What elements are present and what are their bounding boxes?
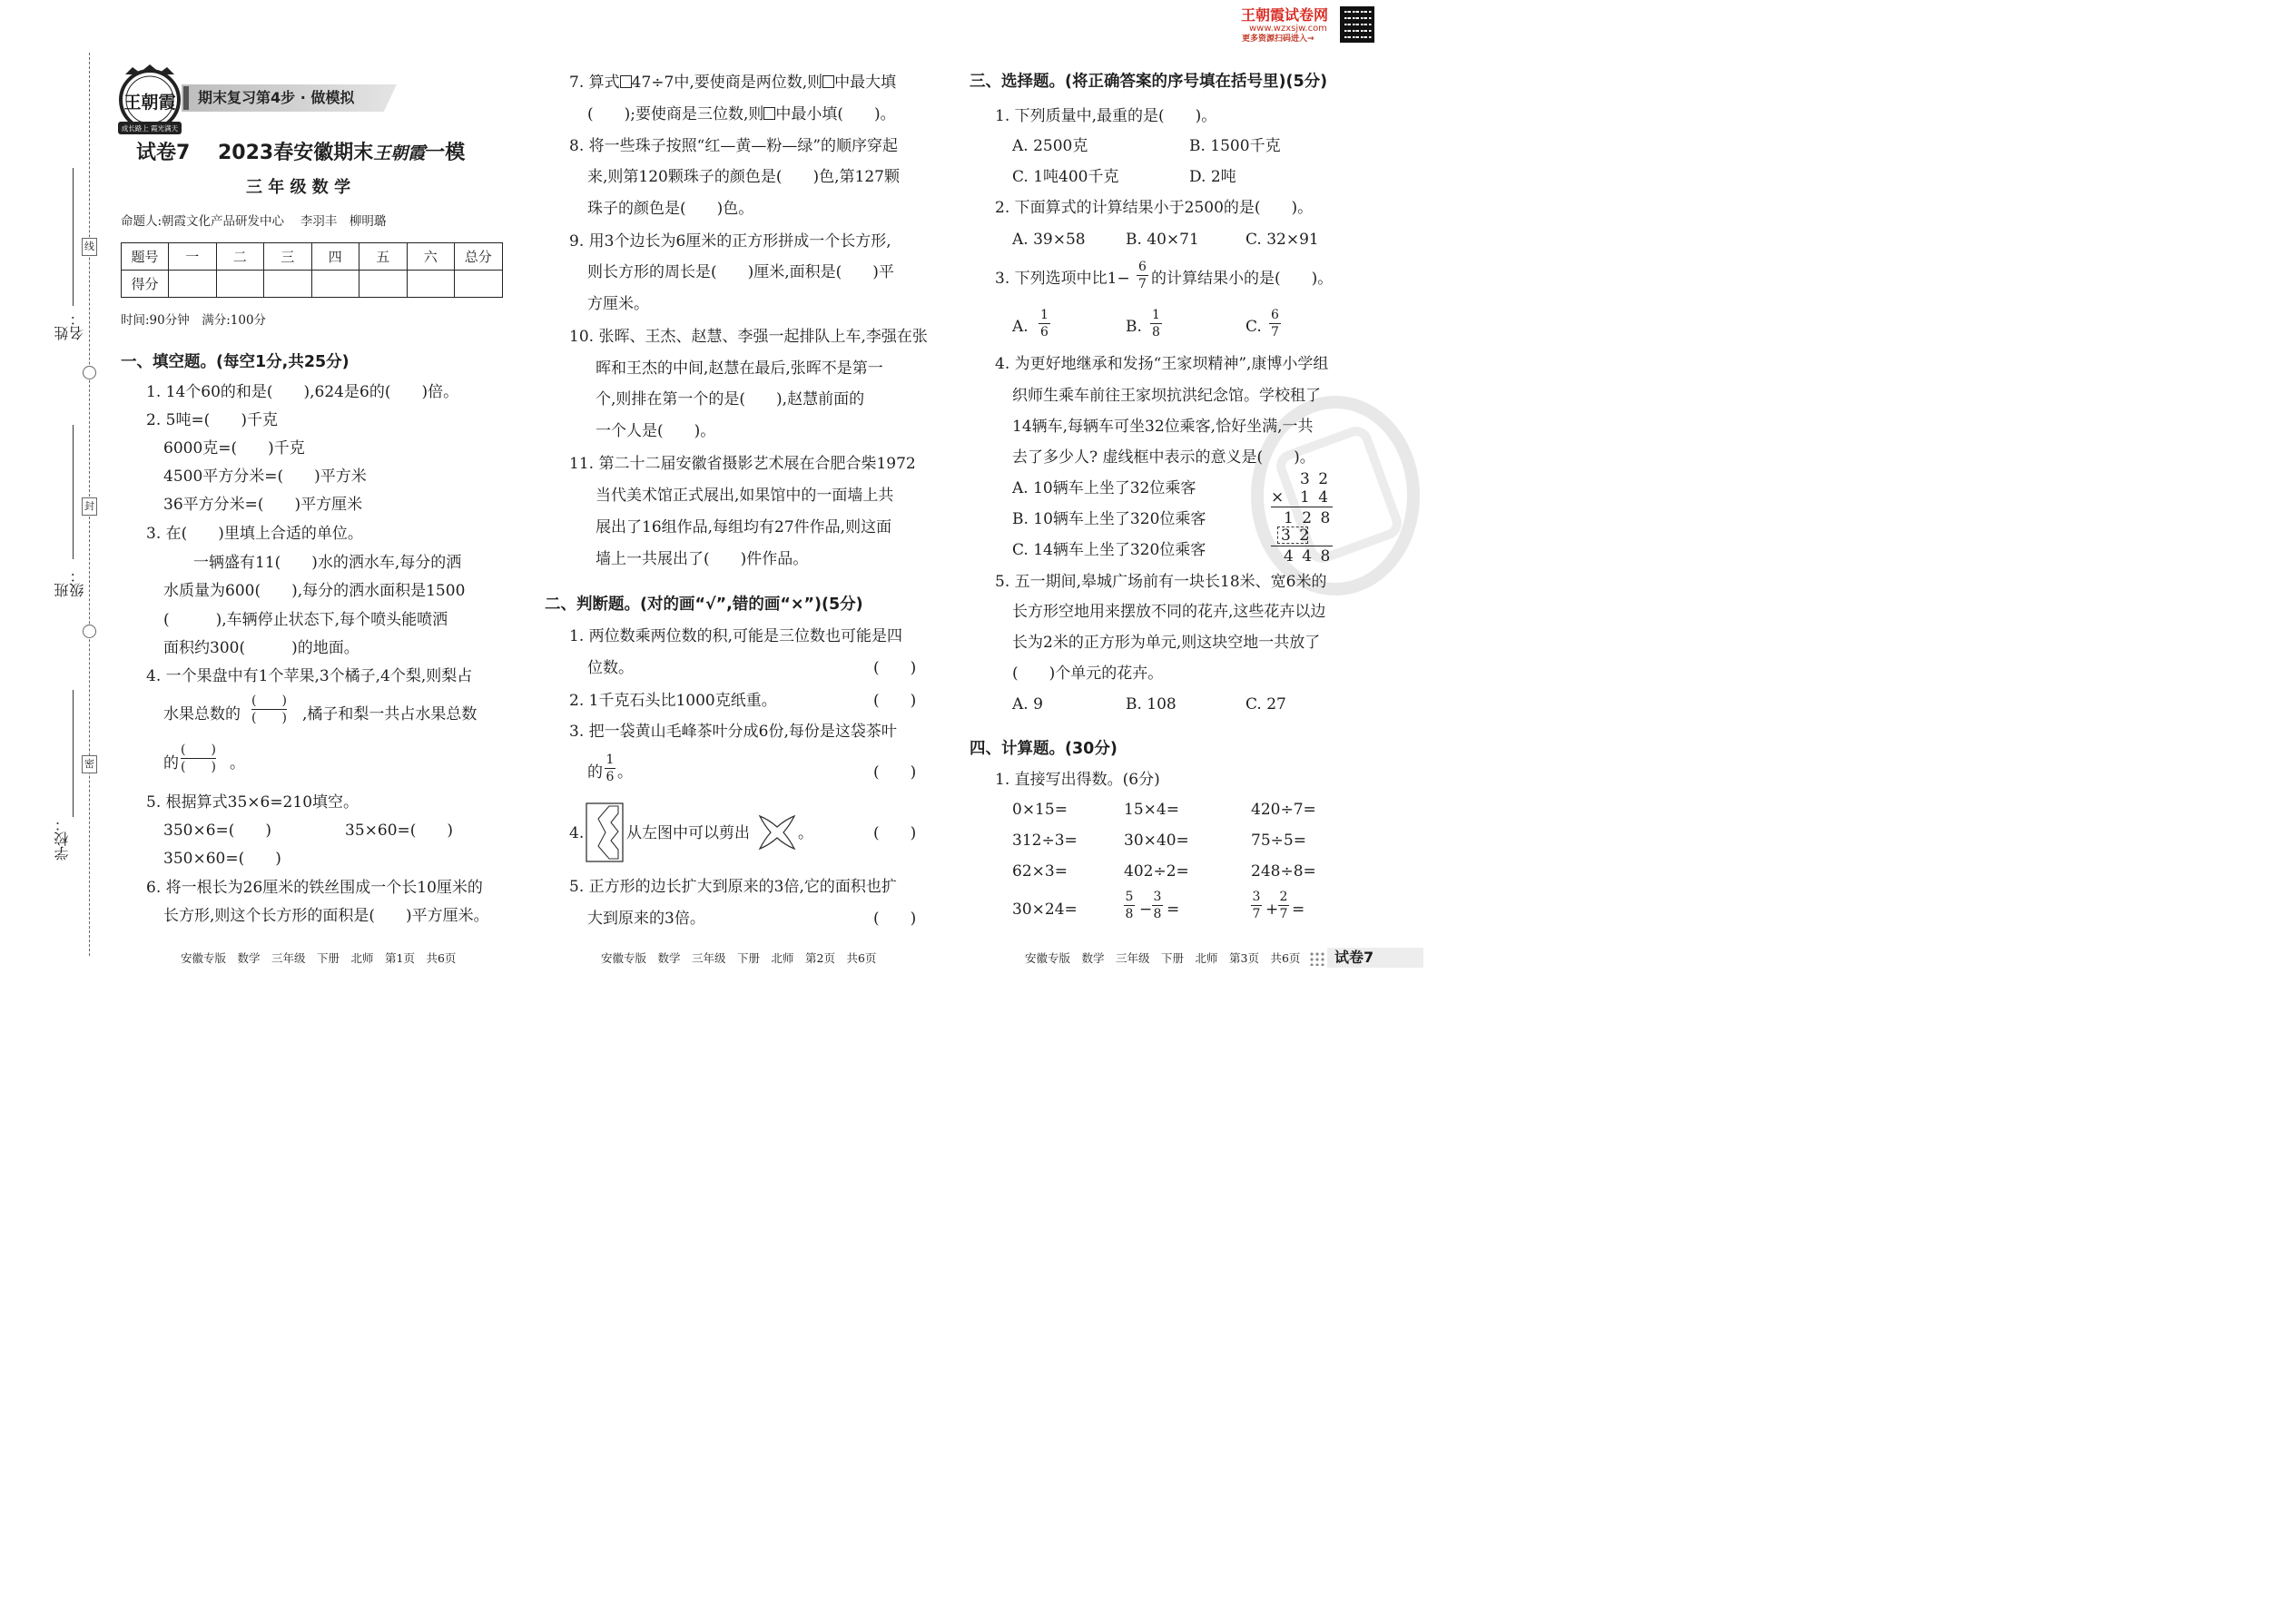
calc-item[interactable]: 62×3=	[1012, 862, 1068, 881]
score-table	[121, 242, 503, 298]
blank-square-icon	[822, 75, 834, 88]
calc-item[interactable]: 30×40=	[1124, 832, 1189, 850]
c5-option-a[interactable]: A. 9	[1012, 695, 1043, 714]
q2-d: 36平方分米=( )平方厘米	[163, 496, 363, 514]
q10-d: 一个人是( )。	[596, 422, 716, 440]
q9-c: 方厘米。	[587, 295, 649, 313]
q3-d: ( ),车辆停止状态下,每个喷头能喷洒	[163, 611, 448, 629]
calc-fraction-add[interactable]: 3 7 + 2 7 =	[1252, 890, 1305, 921]
score-table-score-row: 得分	[122, 271, 503, 298]
student-name-field[interactable]	[53, 168, 86, 340]
j1-paren[interactable]: ( )	[873, 659, 917, 677]
q5-d: 350×60=( )	[163, 850, 281, 868]
q6-a: 6. 将一根长为26厘米的铁丝围成一个长10厘米的	[146, 879, 483, 897]
paper-title: 2023春安徽期末王朝霞一模	[218, 142, 466, 164]
c4-b: 织师生乘车前往王家坝抗洪纪念馆。学校租了	[1012, 387, 1321, 405]
seal-label-seal: 封	[82, 497, 97, 516]
footer-dots	[1309, 951, 1325, 966]
blank-square-icon	[763, 107, 775, 120]
score-cell[interactable]	[311, 271, 359, 298]
score-cell[interactable]	[455, 271, 503, 298]
section4-title: 四、计算题。(30分)	[970, 740, 1117, 758]
c4-option-b[interactable]: B. 10辆车上坐了320位乘客	[1012, 510, 1206, 528]
calc-item[interactable]: 30×24=	[1012, 901, 1078, 919]
j4-text: 从左图中可以剪出	[626, 824, 750, 842]
calc-item[interactable]: 0×15=	[1012, 801, 1068, 819]
c3-post: 的计算结果小的是( )。	[1151, 270, 1334, 288]
seal-label-line: 线	[82, 238, 97, 256]
c4-option-a[interactable]: A. 10辆车上坐了32位乘客	[1012, 479, 1196, 497]
q4-fraction-blank-1[interactable]: ( ) ( )	[251, 694, 287, 725]
step-banner-accent	[183, 86, 189, 110]
q2-b: 6000克=( )千克	[163, 439, 305, 458]
q8-a: 8. 将一些珠子按照“红—黄—粉—绿”的顺序穿起	[569, 137, 899, 155]
c2-option-c[interactable]: C. 32×91	[1245, 231, 1319, 249]
k1: 1. 直接写出得数。(6分)	[995, 771, 1160, 789]
website-name: 王朝霞试卷网	[1241, 6, 1329, 24]
binding-hole-1	[83, 366, 96, 379]
section1-title: 一、填空题。(每空1分,共25分)	[121, 353, 350, 371]
c3-pre: 3. 下列选项中比1−	[995, 270, 1130, 288]
c4-d: 去了多少人? 虚线框中表示的意义是( )。	[1012, 448, 1315, 467]
q6-b: 长方形,则这个长方形的面积是( )平方厘米。	[163, 907, 489, 925]
q11-c: 展出了16组作品,每组均有27件作品,则这面	[596, 518, 892, 536]
c2-option-b[interactable]: B. 40×71	[1126, 231, 1199, 249]
q4-b-post: ,橘子和梨一共占水果总数	[302, 705, 478, 723]
c3-a-fraction: 1 6	[1039, 309, 1050, 339]
blank-square-icon	[620, 75, 632, 88]
website-tip: 更多资源扫码进入→	[1242, 34, 1314, 44]
school-label: 学校：	[54, 817, 71, 861]
score-cell[interactable]	[264, 271, 312, 298]
j3-fraction-one-sixth: 1 6	[605, 753, 615, 784]
q3-e: 面积约300( )的地面。	[163, 639, 359, 657]
paper-number: 试卷7	[136, 142, 191, 164]
q8-c: 珠子的颜色是( )色。	[587, 200, 754, 218]
footer-page-3: 安徽专版 数学 三年级 下册 北师 第3页 共6页	[1025, 951, 1301, 965]
q4-b-pre: 水果总数的	[163, 705, 241, 723]
class-label: 班级：	[54, 568, 86, 597]
q10-b: 晖和王杰的中间,赵慧在最后,张晖不是第一	[596, 359, 883, 378]
j3-b-post: 。	[617, 763, 633, 782]
c3-option-a[interactable]: A.	[1012, 318, 1029, 336]
step-banner-text: 期末复习第4步 · 做模拟	[198, 89, 355, 106]
c5-c: 长为2米的正方形为单元,则这块空地一共放了	[1012, 634, 1321, 652]
calc-item[interactable]: 402÷2=	[1124, 862, 1189, 881]
q5-a: 5. 根据算式35×6=210填空。	[146, 793, 359, 812]
c5-d: ( )个单元的花卉。	[1012, 664, 1164, 683]
c5-option-b[interactable]: B. 108	[1126, 695, 1177, 714]
q2-a: 2. 5吨=( )千克	[146, 411, 278, 429]
calc-item[interactable]: 420÷7=	[1251, 801, 1316, 819]
q4-a: 4. 一个果盘中有1个苹果,3个橘子,4个梨,则梨占	[146, 667, 473, 685]
j2: 2. 1千克石头比1000克纸重。	[569, 692, 777, 710]
q9-b: 则长方形的周长是( )厘米,面积是( )平	[587, 263, 894, 281]
qr-code-icon[interactable]	[1340, 6, 1374, 43]
q4-fraction-blank-2[interactable]: ( ) ( )	[181, 743, 216, 774]
q11-a: 11. 第二十二届安徽省摄影艺术展在合肥合柴1972	[569, 455, 916, 473]
calc-fraction-subtract[interactable]: 5 8 − 3 8 =	[1125, 890, 1180, 921]
calc-item[interactable]: 75÷5=	[1251, 832, 1306, 850]
c1-option-d[interactable]: D. 2吨	[1189, 168, 1236, 186]
section2-title: 二、判断题。(对的画“√”,错的画“×”)(5分)	[545, 595, 863, 614]
c2: 2. 下面算式的计算结果小于2500的是( )。	[995, 199, 1314, 217]
seal-label-tight: 密	[82, 755, 97, 773]
footer-page-1: 安徽专版 数学 三年级 下册 北师 第1页 共6页	[181, 951, 457, 965]
c3-option-b[interactable]: B.	[1126, 318, 1142, 336]
c4-a: 4. 为更好地继承和发扬“王家坝精神”,康博小学组	[995, 355, 1329, 373]
q3-c: 水质量为600( ),每分的洒水面积是1500	[163, 582, 466, 600]
score-cell[interactable]	[407, 271, 455, 298]
c4-c: 14辆车,每辆车可坐32位乘客,恰好坐满,一共	[1012, 418, 1314, 436]
c1-option-b[interactable]: B. 1500千克	[1189, 137, 1281, 155]
j5-a: 5. 正方形的边长扩大到原来的3倍,它的面积也扩	[569, 878, 897, 896]
class-field[interactable]	[53, 425, 86, 597]
c1-option-c[interactable]: C. 1吨400千克	[1012, 168, 1119, 186]
binding-hole-2	[83, 625, 96, 638]
brand-logo	[116, 62, 183, 140]
score-table-header-row: 题号 一 二 三 四 五 六 总分	[122, 243, 503, 271]
subject-title: 三 年 级 数 学	[246, 178, 351, 197]
q1: 1. 14个60的和是( ),624是6的( )倍。	[146, 383, 459, 401]
q11-d: 墙上一共展出了( )件作品。	[596, 550, 809, 568]
calc-item[interactable]: 248÷8=	[1251, 862, 1316, 881]
j1-b: 位数。	[587, 659, 634, 677]
q2-c: 4500平方分米=( )平方米	[163, 468, 367, 486]
q4-c-pre: 的	[163, 754, 179, 773]
score-cell[interactable]	[169, 271, 217, 298]
c5-b: 长方形空地用来摆放不同的花卉,这些花卉以边	[1012, 603, 1326, 621]
j5-paren[interactable]: ( )	[873, 910, 917, 928]
time-info: 时间:90分钟 满分:100分	[121, 313, 267, 328]
j3-a: 3. 把一袋黄山毛峰茶叶分成6份,每份是这袋茶叶	[569, 723, 897, 741]
j4-post: 。	[798, 824, 813, 842]
c5-option-c[interactable]: C. 27	[1245, 695, 1286, 714]
j3-b-pre: 的	[587, 763, 603, 782]
c3-b-fraction: 1 8	[1150, 309, 1162, 339]
q3-b: 一辆盛有11( )水的洒水车,每分的洒	[193, 554, 462, 572]
q11-b: 当代美术馆正式展出,如果馆中的一面墙上共	[596, 487, 894, 505]
c1-option-a[interactable]: A. 2500克	[1012, 137, 1088, 155]
q7-a: 7. 算式 47÷7中,要使商是两位数,则 中最大填	[569, 74, 897, 92]
cut-shape-icon	[756, 812, 798, 856]
c2-option-a[interactable]: A. 39×58	[1012, 231, 1086, 249]
vertical-multiplication: 3 2 × 1 4 1 2 8 3 2 4 4 8	[1271, 470, 1333, 566]
logo-ribbon: 成长路上 霞光满天	[121, 124, 179, 133]
folded-paper-icon	[586, 802, 624, 866]
j4-number: 4.	[569, 824, 585, 842]
q7-b: ( );要使商是三位数,则 中最小填( )。	[587, 105, 896, 123]
footer-page-2: 安徽专版 数学 三年级 下册 北师 第2页 共6页	[601, 951, 877, 965]
c3-option-c[interactable]: C.	[1245, 318, 1262, 336]
q10-c: 个,则排在第一个的是( ),赵慧前面的	[596, 390, 865, 408]
logo-text: 王朝霞	[123, 93, 176, 113]
j5-b: 大到原来的3倍。	[587, 910, 705, 928]
q5-c: 35×60=( )	[345, 822, 454, 840]
score-cell[interactable]	[216, 271, 264, 298]
authors: 命题人:朝霞文化产品研发中心 李羽丰 柳明璐	[121, 214, 387, 229]
q3-a: 3. 在( )里填上合适的单位。	[146, 525, 363, 543]
title-brand: 王朝霞	[373, 143, 426, 163]
q8-b: 来,则第120颗珠子的颜色是( )色,第127颗	[587, 168, 900, 186]
c3-c-fraction: 6 7	[1269, 309, 1281, 339]
j4-paren[interactable]: ( )	[873, 824, 917, 842]
website-url[interactable]: www.wzxsjw.com	[1249, 24, 1327, 34]
q10-a: 10. 张晖、王杰、赵慧、李强一起排队上车,李强在张	[569, 328, 928, 346]
score-cell[interactable]	[359, 271, 408, 298]
j2-paren[interactable]: ( )	[873, 692, 917, 710]
c5-a: 5. 五一期间,皋城广场前有一块长18米、宽6米的	[995, 573, 1327, 591]
c4-option-c[interactable]: C. 14辆车上坐了320位乘客	[1012, 541, 1206, 559]
c1: 1. 下列质量中,最重的是( )。	[995, 107, 1217, 125]
j3-paren[interactable]: ( )	[873, 763, 917, 782]
calc-item[interactable]: 15×4=	[1124, 801, 1179, 819]
calc-item[interactable]: 312÷3=	[1012, 832, 1078, 850]
section3-title: 三、选择题。(将正确答案的序号填在括号里)(5分)	[970, 73, 1328, 91]
q5-b: 350×6=( )	[163, 822, 272, 840]
school-field[interactable]	[53, 690, 80, 862]
footer-paper-tag: 试卷7	[1334, 949, 1374, 966]
c3-fraction-six-sevenths: 6 7	[1137, 261, 1148, 290]
j1-a: 1. 两位数乘两位数的积,可能是三位数也可能是四	[569, 627, 903, 645]
q9-a: 9. 用3个边长为6厘米的正方形拼成一个长方形,	[569, 232, 891, 251]
name-label: 姓名：	[54, 311, 86, 340]
q4-c-post: 。	[230, 754, 245, 773]
